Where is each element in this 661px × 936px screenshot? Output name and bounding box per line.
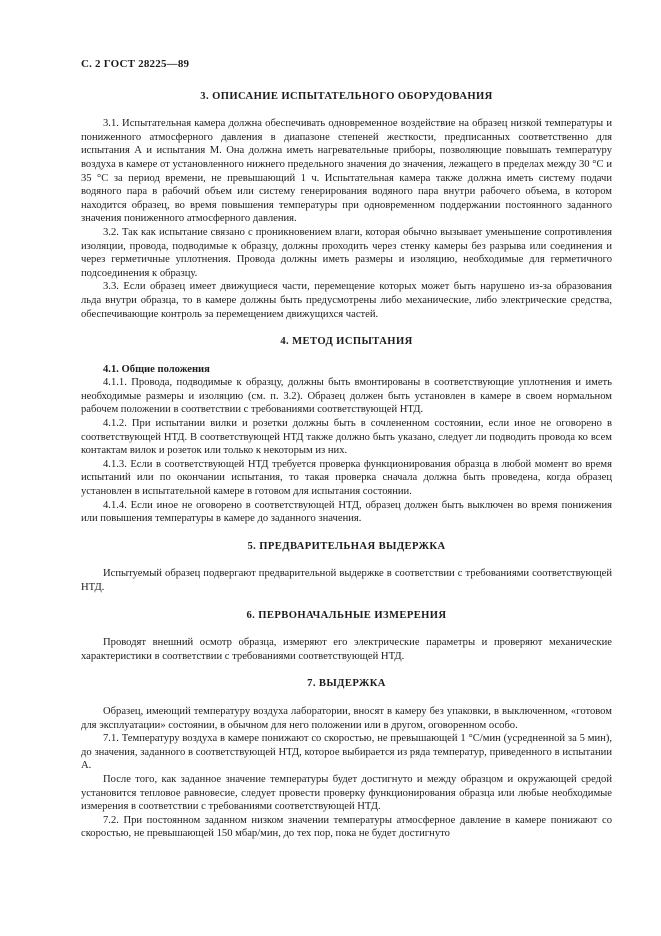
page-header: С. 2 ГОСТ 28225—89 [81, 58, 190, 70]
paragraph: 7.1. Температуру воздуха в камере понижают со скоростью, не превышающей 1 °С/мин (усредненной за 5 мин), до значения, заданного в соответствующей НТД, которое выбирается из ряда температур, приведенного в испытании А. [81, 733, 612, 772]
section-5 [81, 540, 612, 595]
subsection-title: 4.1. Общие положения [103, 363, 210, 375]
paragraph: После того, как заданное значение температуры будет достигнуто и между образцом и окружающей средой установится тепловое равновесие, следует провести проверку функционирования образца или любые необходимые измерения в соответствии с требованиями соответствующей НТД. [81, 773, 612, 813]
section-title: 7. ВЫДЕРЖКА [307, 678, 386, 690]
document-page [81, 58, 612, 855]
paragraph: Проводят внешний осмотр образца, измеряют его электрические параметры и проверяют механические характеристики в соответствии с требованиями соответствующей НТД. [81, 637, 612, 662]
paragraph: Испытуемый образец подвергают предварительной выдержке в соответствии с требованиями соответствующей НТД. [81, 568, 612, 593]
paragraph: Образец, имеющий температуру воздуха лаборатории, вносят в камеру без упаковки, в выключенном, «готовом для эксплуатации» состоянии, в обычном для него положении или в другом, оговоренном особо. [81, 705, 612, 731]
section-title: 6. ПЕРВОНАЧАЛЬНЫЕ ИЗМЕРЕНИЯ [246, 609, 447, 621]
section-6 [81, 609, 612, 664]
paragraph: 4.1.1. Провода, подводимые к образцу, должны быть вмонтированы в соответствующие уплотнения и иметь необходимые размеры и изоляцию (см. п. 3.2). Образец должен быть установлен в камере в своем нормальном рабочем положении в соответствии с требованиями соответствующей НТД. [81, 377, 612, 416]
section-title: 3. ОПИСАНИЕ ИСПЫТАТЕЛЬНОГО ОБОРУДОВАНИЯ [200, 90, 493, 102]
paragraph: 3.2. Так как испытание связано с проникновением влаги, которая обычно вызывает уменьшение сопротивления изоляции, провода, подводимые к образцу, должны проходить через стенку камеры без разрыва или соединения и через герметичные уплотнения. Провода должны иметь размеры и изоляцию, необходимые для герметичного подсоединения к образцу. [81, 226, 612, 279]
paragraph: 4.1.3. Если в соответствующей НТД требуется проверка функционирования образца в любой момент во время испытаний или по окончании испытания, то такая проверка сначала должна быть проведена, когда образец установлен в испытательной камере в готовом для испытания состоянии. [81, 458, 612, 498]
section-7 [81, 677, 612, 841]
section-title: 4. МЕТОД ИСПЫТАНИЯ [280, 336, 413, 348]
paragraph: 3.3. Если образец имеет движущиеся части, перемещение которых может быть нарушено из-за образования льда внутри образца, то в камере должны быть предусмотрены либо механические, либо электрические средства, обеспечивающие контроль за перемещением движущихся частей. [81, 281, 612, 320]
section-4 [81, 335, 612, 526]
section-title: 5. ПРЕДВАРИТЕЛЬНАЯ ВЫДЕРЖКА [247, 540, 446, 552]
paragraph: 7.2. При постоянном заданном низком значении температуры атмосферное давление в камере понижают со скоростью, не превышающей 150 мбар/мин, до тех пор, пока не будет достигнуто [81, 814, 612, 840]
paragraph: 3.1. Испытательная камера должна обеспечивать одновременное воздействие на образец низкой температуры и пониженного атмосферного давления в диапазоне степеней жесткости, предписанных соответственно для испытания А и испытания М. Она должна иметь нагревательные приборы, позволяющие повышать температуру воздуха в камере от установленного нижнего предельного значения до значения, лежащего в пределах между 30 °С и 35 °С за период времени, не превышающий 1 ч. Испытательная камера также должна иметь систему подачи водяного пара в рабочий объем или систему генерирования водяного пара внутри рабочего объема, в котором находится образец, во время повышения температуры при одновременном поддержании постоянного заданного значения пониженного атмосферного давления. [81, 118, 612, 225]
section-3 [81, 90, 612, 322]
paragraph: 4.1.2. При испытании вилки и розетки должны быть в сочлененном состоянии, если иное не оговорено в соответствующей НТД. В соответствующей НТД также должно быть указано, следует ли подводить провода ко всем контактам вилок и розеток или только к некоторым из них. [81, 418, 612, 457]
paragraph: 4.1.4. Если иное не оговорено в соответствующей НТД, образец должен быть выключен во время понижения или повышения температуры в камере до заданного значения. [81, 499, 612, 525]
